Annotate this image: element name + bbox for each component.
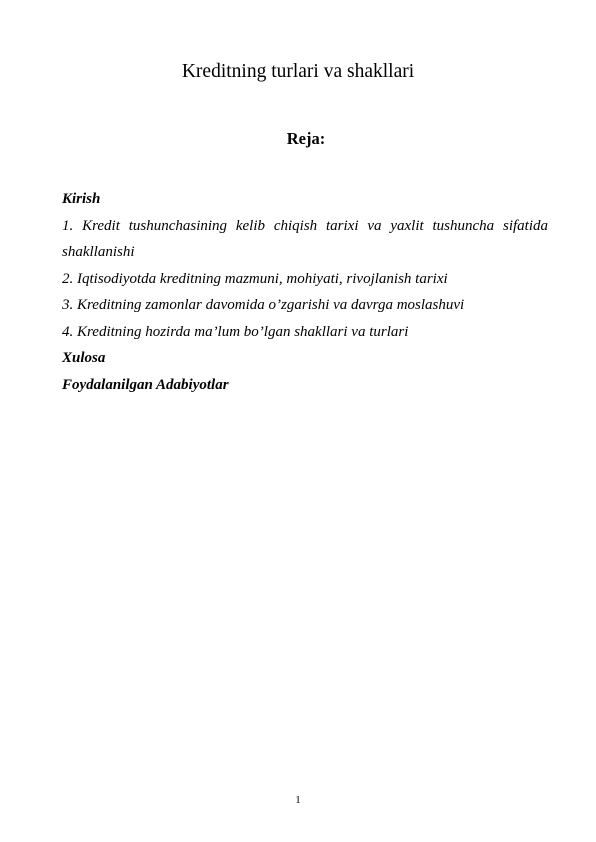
plan-list [62, 186, 548, 398]
plan-item-references: Foydalanilgan Adabiyotlar [62, 376, 229, 393]
plan-item-conclusion: Xulosa [62, 350, 106, 366]
plan-item-2: 2. Iqtisodiyotda kreditning mazmuni, mohiyati, rivojlanish tarixi [62, 270, 448, 287]
plan-item-intro: Kirish [62, 191, 101, 207]
plan-heading: Reja: [286, 129, 326, 148]
page-title: Kreditning turlari va shakllari [181, 61, 415, 82]
plan-item-4: 4. Kreditning hozirda ma’lum bo’lgan shakllari va turlari [62, 323, 409, 340]
page-number: 1 [295, 794, 301, 806]
plan-item-1: 1. Kredit tushunchasining kelib chiqish tarixi va yaxlit tushuncha sifatida shakllanishi [62, 217, 548, 260]
plan-item-3: 3. Kreditning zamonlar davomida o’zgarishi va davrga moslashuvi [62, 297, 465, 313]
